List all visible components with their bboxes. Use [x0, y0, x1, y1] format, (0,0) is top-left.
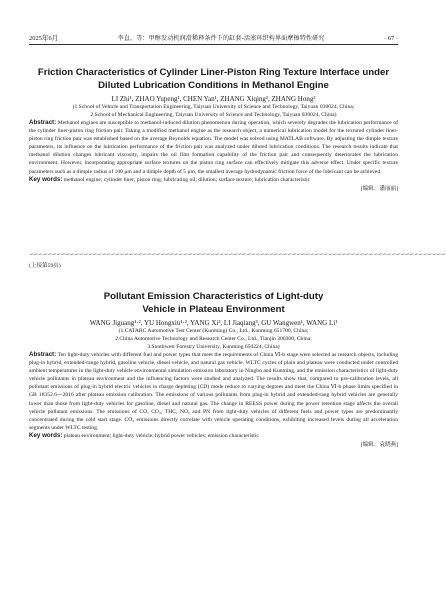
running-header — [29, 30, 398, 42]
keywords-label: Key words: — [29, 431, 63, 439]
article-friction — [29, 66, 398, 192]
editor-note: [编辑：袁晓燕] — [360, 442, 398, 449]
article-title-line1: Friction Characteristics of Cylinder Liner-Piston Ring Texture Interface under — [37, 67, 390, 78]
keywords — [29, 176, 398, 184]
article-title-line1: Pollutant Emission Characteristics of Light-duty — [103, 291, 324, 302]
article-title-line2: Diluted Lubrication Conditions in Methanol Engine — [98, 80, 329, 91]
article-emission — [29, 290, 398, 448]
affiliation-1: (1.CATARC Automotive Test Center (Kunming) Co., Ltd., Kunming 651700, China; — [118, 328, 309, 334]
keywords-label: Key words: — [29, 175, 63, 183]
continued-note: (上接第59页) — [29, 263, 61, 269]
header-rule — [29, 44, 398, 45]
wavy-divider: ∽∽∽∽∽∽∽∽∽∽∽∽∽∽∽∽∽∽∽∽∽∽∽∽∽∽∽∽∽∽∽∽∽∽∽∽∽∽∽∽∽∽∽∽∽∽∽∽∽∽∽∽∽∽∽∽∽∽∽∽∽∽∽∽∽∽∽∽∽∽∽∽∽∽∽∽∽∽∽∽∽∽∽∽∽∽∽∽∽∽∽∽ — [29, 252, 446, 258]
header-page-number: · 67 · — [383, 35, 398, 42]
affiliation-1: (1.School of Vehicle and Transportation Engineering, Taiyuan University of Science and Technology, Taiyuan 030024, China; — [72, 104, 355, 110]
article-title-line2: Vehicle in Plateau Environment — [142, 304, 285, 315]
affiliation-3: 3.Southwest Forestry University, Kunming 650224, China) — [147, 344, 280, 350]
keywords-text: methanol engine; cylinder liner; piston ring; lubricating oil; dilution; surface texture; lubrication characteristic — [63, 176, 311, 183]
abstract-text: Methanol engines are susceptible to methanol-induced dilution phenomenon during operation, which severely degrades the lubrication performance of the cylinder liner-piston ring friction pair. Taking a modified methanol engine as the research object, a numerical lubrication model for the textured cylinder liner-piston ring friction pair was established based on the average Reynolds equation. The model was solved using MATLAB software. By adjusting the dimple texture parameters, its influence on the lubrication performance of the friction pair was analyzed under diluted lubrication conditions. The research results indicate that methanol dilution changes lubricant viscosity, impairs the oil film formation capability of the friction pair and consequently deteriorates the lubrication environment. However, incorporating appropriate surface textures on the piston ring surface can effectively mitigate this adverse effect. Under specific texture parameters such as a dimple radius of 100 μm and a dimple depth of 5 μm, the smallest average hydrodynamic friction force of the lubricant can be achieved. — [29, 120, 398, 175]
keywords — [29, 432, 398, 440]
abstract-label: Abstract: — [29, 351, 57, 358]
header-title: 李直，等：甲醇发动机润滑稀释条件下的缸套-活塞环织构界面摩擦特性研究 — [117, 35, 325, 42]
header-date: 2025年6月 — [29, 35, 59, 42]
affiliation-2: 2.School of Mechanical Engineering, Taiyuan University of Science and Technology, Taiyuan 030024, China) — [90, 112, 337, 118]
abstract-text: Ten light-duty vehicles with different fuel and power types that meet the requirements of China Ⅵ-b stage were selected as research objects, including plug-in hybrid, extended-range hybrid, gasoline vehicle, diesel vehicle, and natural gas vehicle. WLTC cycles of plain and plateau were conducted under controlled ambient temperatures in the light-duty vehicle environmental simulation emission laboratory in Ningbo and Kunming, and the emission characteristics of light-duty vehicle pollutants in plateau environment and the influencing factors were studied and analyzed. The results show that, compared to pre-calibration levels, all pollutant emissions of plug-in hybrid electric vehicles in charge depleting (CD) mode reduce to varying degrees and meet the China Ⅵ-b phase limits specified in GB 18352.6—2016 after plateau emission calibration. The emissions of various pollutants from plug-in hybrid and extended-rang hybrid vehicles are generally lower than those from light-duty vehicles for gasoline, diesel and natural gas. The change in REESS power during the power retention stage affects the overall vehicle pollutant emissions. The emissions of CO, CO₂, THC, NOₓ and PN from light-duty vehicles of different fuels and power types are predominantly concentrated during the cold start stage. CO₂ emissions directly correlate with vehicle operating conditions, exhibiting increased levels during all acceleration segments under WLTC testing. — [29, 352, 398, 431]
abstract — [29, 119, 398, 176]
abstract — [29, 351, 398, 432]
keywords-text: plateau environment; light-duty vehicle; hybrid power vehicles; emission characteristic — [63, 432, 259, 439]
article-authors: LI Zhi¹, ZHAO Yupeng¹, CHEN Yan¹, ZHANG Xiqing², ZHANG Hong² — [111, 95, 316, 103]
editor-note: [编辑：潘丽丽] — [360, 185, 398, 192]
article-authors: WANG Jiguang¹·², YU Hongxiu¹·², YANG Xi³, LI Jiaqiang³, GU Wangwen¹, WANG Li¹ — [89, 319, 338, 327]
affiliation-2: 2.China Automotive Technology and Research Center Co., Ltd., Tianjin 300300, China; — [115, 336, 312, 342]
abstract-label: Abstract: — [29, 119, 57, 126]
